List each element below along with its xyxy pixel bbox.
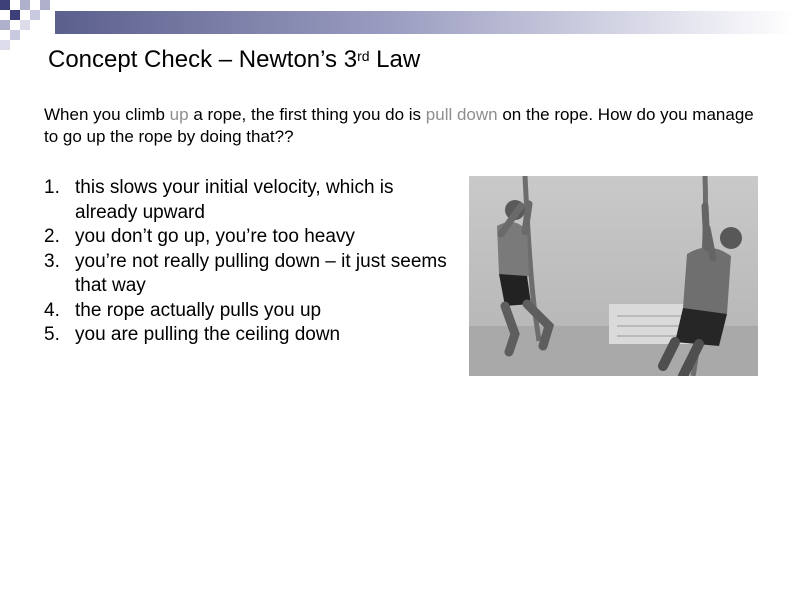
answer-number: 1. xyxy=(44,177,60,198)
answer-item xyxy=(44,299,454,324)
answer-text: this slows your initial velocity, which is already upward xyxy=(75,177,394,223)
slide-title xyxy=(48,46,420,74)
answer-list xyxy=(44,176,454,348)
question-part3: on the rope. How do you manage to go up the rope by doing that?? xyxy=(44,105,754,146)
title-superscript: rd xyxy=(357,48,370,64)
answer-item xyxy=(44,323,454,348)
question-part2: a rope, the first thing you do is xyxy=(188,105,426,124)
header-bar xyxy=(55,11,794,34)
title-main: Concept Check – Newton’s 3 xyxy=(48,46,358,73)
answer-item xyxy=(44,250,454,299)
rope-climbing-photo xyxy=(469,176,758,376)
answer-number: 4. xyxy=(44,299,60,321)
answer-number: 5. xyxy=(44,324,60,345)
answer-text: you’re not really pulling down – it just seems that way xyxy=(75,250,447,296)
answer-number: 2. xyxy=(44,226,60,247)
answer-text: you don’t go up, you’re too heavy xyxy=(75,226,355,247)
answer-number: 3. xyxy=(44,250,60,272)
answer-item xyxy=(44,176,454,225)
question-highlight-pull-down: pull down xyxy=(425,105,498,124)
answer-item xyxy=(44,225,454,250)
question-part1: When you climb xyxy=(44,105,170,124)
answer-text: the rope actually pulls you up xyxy=(75,299,322,321)
answer-text: you are pulling the ceiling down xyxy=(75,324,341,345)
question-text xyxy=(44,104,754,148)
question-highlight-up: up xyxy=(169,105,189,124)
title-end: Law xyxy=(369,46,421,73)
